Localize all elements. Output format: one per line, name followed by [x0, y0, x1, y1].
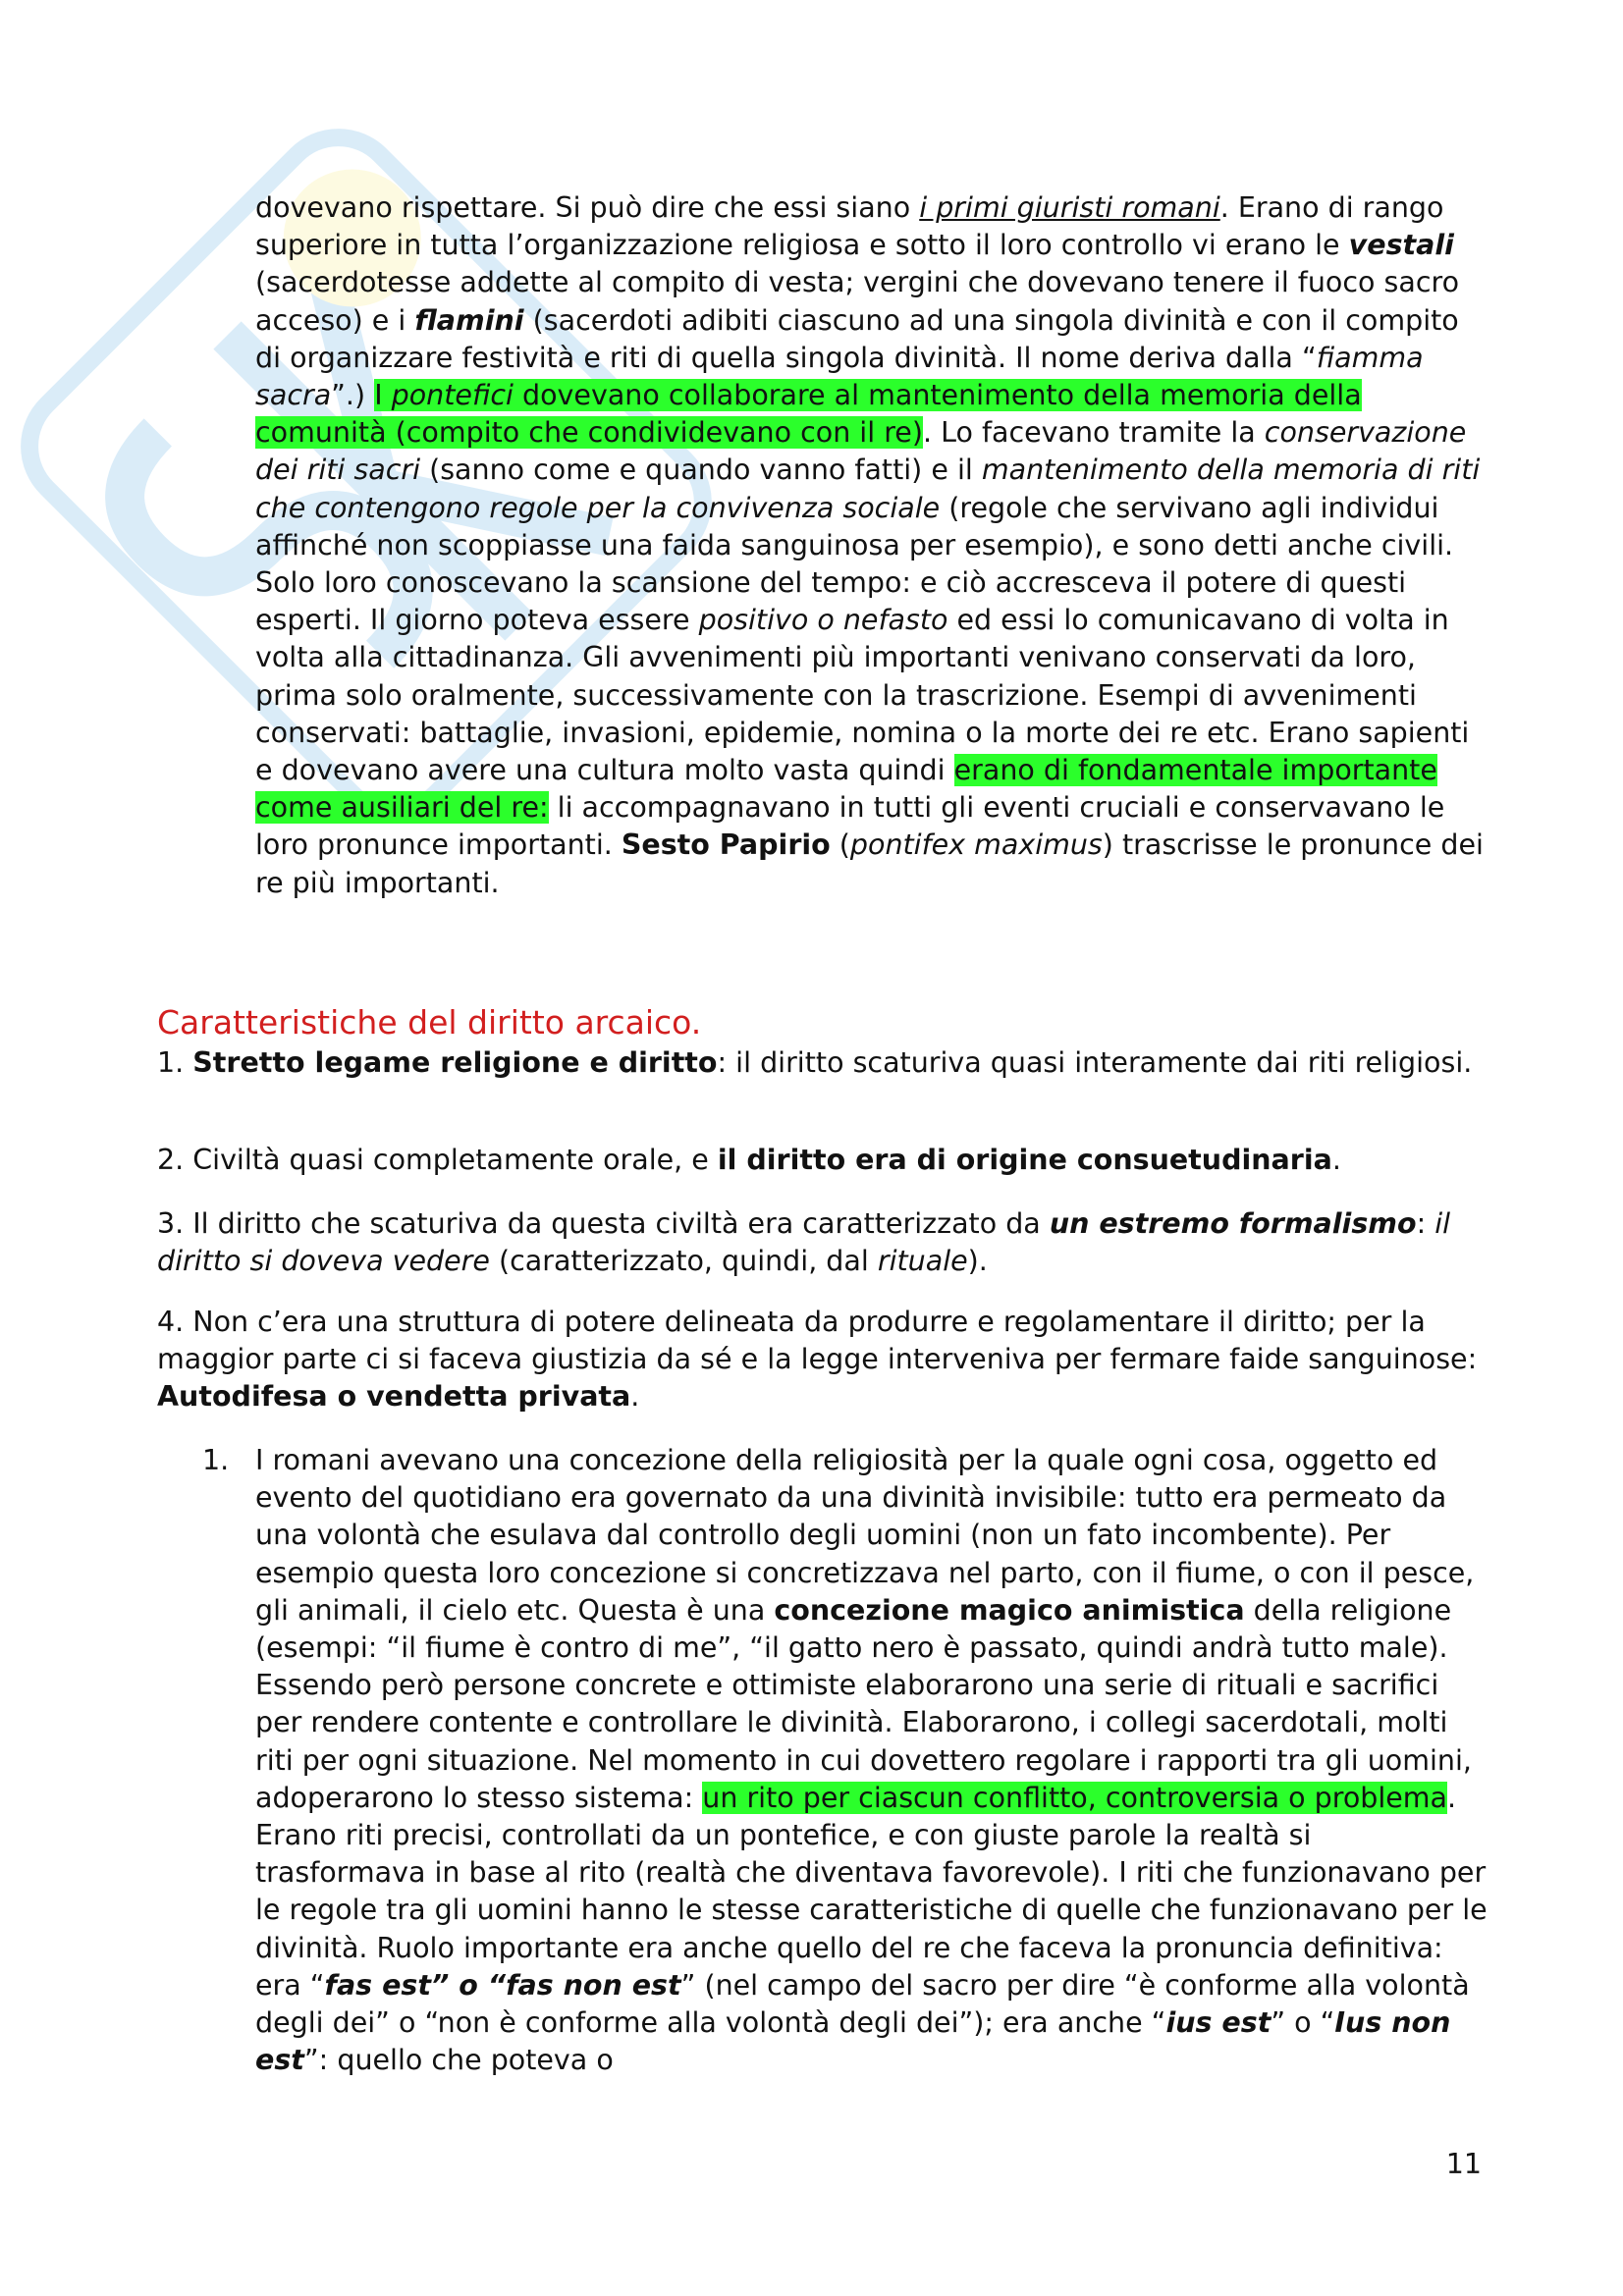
- text-span: ”.): [331, 379, 375, 412]
- emphasis-rituale: rituale: [877, 1245, 968, 1278]
- term-formalismo: un estremo formalismo: [1049, 1207, 1417, 1240]
- text-span: 3. Il diritto che scaturiva da questa civiltà era caratterizzato da: [157, 1207, 1050, 1240]
- text-span: . Lo facevano tramite la: [922, 416, 1265, 450]
- term-fas-non-est: fas non est: [506, 1968, 681, 2002]
- text-span: (sacerdotesse addette al compito di vesta; vergini che dovevano tenere il fuoco sacro acceso) e i: [255, 266, 1460, 337]
- text-span: (sacerdoti adibiti ciascuno ad una singola divinità e con il compito di organizzare festività e riti di quella singola divinità. Il nome deriva dalla “: [255, 303, 1459, 374]
- text-span: ”: quello che poteva o: [303, 2044, 614, 2077]
- list-number: 1.: [202, 1444, 230, 1476]
- item-3: [157, 1205, 1492, 1280]
- highlight-text: I: [374, 379, 392, 412]
- highlight-ausiliari: erano di fondamentale importante come ausiliari del re:: [255, 754, 1437, 825]
- text-span: ” o “: [430, 1968, 507, 2002]
- term-consuetudinaria: il diritto era di origine consuetudinaria: [717, 1144, 1332, 1176]
- item-4: [157, 1304, 1492, 1416]
- emphasis-fiamma-sacra: fiamma sacra: [255, 341, 1424, 412]
- highlight-rito: un rito per ciascun conflitto, controversia o problema: [702, 1781, 1448, 1814]
- term-sesto-papirio: Sesto Papirio: [621, 828, 831, 862]
- text-span: ” o “: [1271, 2006, 1335, 2040]
- text-span: : il diritto scaturiva quasi interamente dai riti religiosi.: [717, 1046, 1473, 1079]
- text-span: ) trascrisse le pronunce dei re più importanti.: [255, 828, 1484, 899]
- emphasis-primi-giuristi: i primi giuristi romani: [919, 191, 1220, 224]
- text-span: della religione (esempi: “il fiume è contro di me”, “il gatto nero è passato, quindi andrà tutto male). Essendo però persone concrete e ottimiste elaborarono una serie di rituali e sacrifici per rendere contente e controllare le divinità. Elaborarono, i collegi sacerdotali, molti riti per ogni situazione. Nel momento in cui dovettero regolare i rapporti tra gli uomini, adoperarono lo stesso sistema:: [255, 1593, 1472, 1814]
- list-item-1: [255, 1442, 1488, 2079]
- text-span: 2. Civiltà quasi completamente orale, e: [157, 1144, 718, 1176]
- text-span: (regole che servivano agli individui affinché non scoppiasse una faida sanguinosa per esempio), e sono detti anche civili. Solo loro conoscevano la scansione del tempo: e ciò accresceva il potere di questi esperti. Il giorno poteva essere: [255, 491, 1454, 637]
- highlight-pontefici: pontefici: [391, 379, 514, 412]
- term-legame: Stretto legame religione e diritto: [192, 1046, 718, 1079]
- page-number: 11: [1445, 2148, 1482, 2180]
- text-span: li accompagnavano in tutti gli eventi cruciali e conservavano le loro pronunce importanti.: [255, 791, 1445, 862]
- paragraph-pontefici: [255, 189, 1488, 902]
- text-span: ).: [967, 1245, 988, 1278]
- highlight-text: dovevano collaborare al mantenimento della memoria della comunità (compito che condividevano con il re): [255, 379, 1362, 450]
- term-flamini: flamini: [414, 303, 524, 337]
- emphasis-conservazione: conservazione dei riti sacri: [255, 416, 1467, 487]
- text-span: .: [630, 1380, 640, 1414]
- emphasis-mantenimento: mantenimento della memoria di riti che contengono regole per la convivenza sociale: [255, 454, 1481, 524]
- emphasis-positivo-nefasto: positivo o nefasto: [698, 604, 948, 637]
- text-span: (caratterizzato, quindi, dal: [489, 1245, 878, 1278]
- text-span: (: [830, 828, 850, 862]
- text-span: . Erano di rango superiore in tutta l’organizzazione religiosa e sotto il loro controllo vi erano le: [255, 191, 1444, 262]
- emphasis-pontifex-maximus: pontifex maximus: [849, 828, 1103, 862]
- item-2: [157, 1142, 1492, 1179]
- text-span: (sanno come e quando vanno fatti) e il: [420, 454, 982, 487]
- section-heading: Caratteristiche del diritto arcaico.: [157, 1003, 702, 1041]
- term-fas-est: fas est: [324, 1968, 431, 2002]
- term-autodifesa: Autodifesa o vendetta privata: [157, 1380, 631, 1414]
- emphasis-vedere: il diritto si doveva vedere: [157, 1207, 1451, 1278]
- term-vestali: vestali: [1348, 229, 1454, 262]
- term-ius-non-est: Ius non est: [255, 2006, 1451, 2077]
- text-span: 4. Non c’era una struttura di potere delineata da produrre e regolamentare il diritto; per la maggior parte ci si faceva giustizia da sé e la legge interveniva per fermare faide sanguinose:: [157, 1306, 1478, 1376]
- text-span: dovevano rispettare. Si può dire che essi siano: [255, 191, 920, 224]
- text-span: .: [1331, 1144, 1341, 1176]
- term-ius-est: ius est: [1165, 2006, 1271, 2040]
- item-1: [157, 1044, 1492, 1082]
- text-span: :: [1416, 1207, 1435, 1240]
- text-span: 1.: [157, 1046, 193, 1079]
- text-span: ed essi lo comunicavano di volta in volta alla cittadinanza. Gli avvenimenti più importanti venivano conservati da loro, prima solo oralmente, successivamente con la trascrizione. Esempi di avvenimenti conservati: battaglie, invasioni, epidemie, nomina o la morte dei re etc. Erano sapienti e dovevano avere una cultura molto vasta quindi: [255, 604, 1470, 787]
- text-span: I romani avevano una concezione della religiosità per la quale ogni cosa, oggetto ed evento del quotidiano era governato da una divinità invisibile: tutto era permeato da una volontà che esulava dal controllo degli uomini (non un fato incombente). Per esempio questa loro concezione si concretizzava nel parto, con il fiume, o con il pesce, gli animali, il cielo etc. Questa è una: [255, 1444, 1475, 1627]
- text-span: . Erano riti precisi, controllati da un pontefice, e con giuste parole la realtà si trasformava in base al rito (realtà che diventava favorevole). I riti che funzionavano per le regole tra gli uomini hanno le stesse caratteristiche di quelle che funzionavano per le divinità. Ruolo importante era anche quello del re che faceva la pronuncia definitiva: era “: [255, 1781, 1488, 2002]
- term-magico-animistica: concezione magico animistica: [774, 1593, 1245, 1627]
- text-span: ” (nel campo del sacro per dire “è conforme alla volontà degli dei” o “non è conforme alla volontà degli dei”); era anche “: [255, 1968, 1470, 2040]
